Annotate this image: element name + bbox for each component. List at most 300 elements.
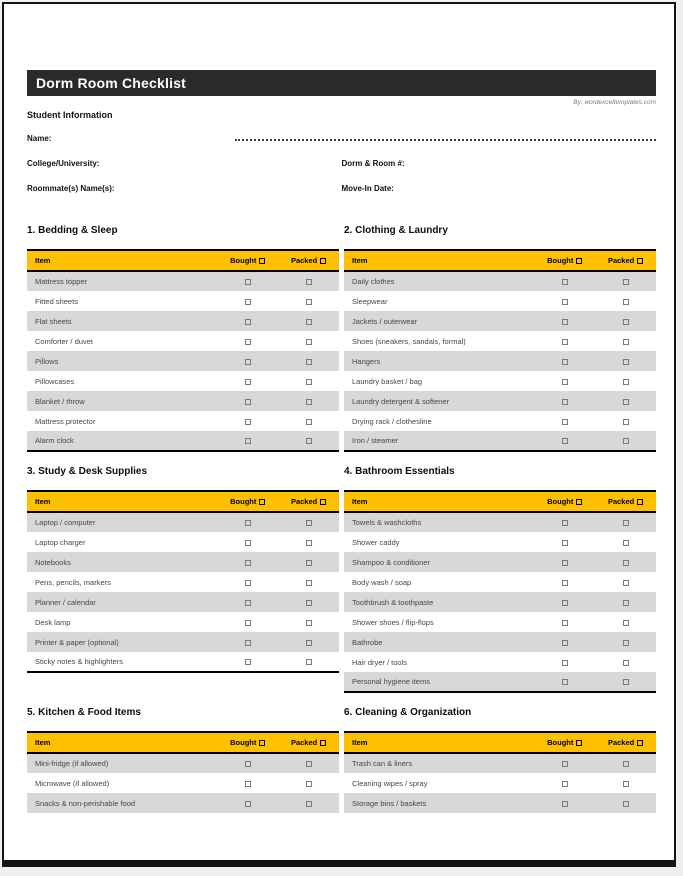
bought-cell <box>534 431 595 451</box>
table-row <box>344 291 656 311</box>
section-heading: 5. Kitchen & Food Items <box>27 707 141 718</box>
bought-checkbox[interactable] <box>562 339 568 345</box>
item-label: Pens, pencils, markers <box>35 577 111 587</box>
bought-checkbox[interactable] <box>245 419 251 425</box>
bought-checkbox[interactable] <box>245 640 251 646</box>
packed-checkbox[interactable] <box>623 679 629 685</box>
packed-checkbox[interactable] <box>623 359 629 365</box>
packed-cell <box>595 311 656 331</box>
packed-cell <box>595 672 656 692</box>
checklist-table <box>27 731 339 813</box>
packed-column-label: Packed <box>607 497 635 506</box>
bought-cell <box>217 793 278 813</box>
item-label: Cleaning wipes / spray <box>352 778 428 788</box>
section-heading: 4. Bathroom Essentials <box>344 466 455 477</box>
bought-cell <box>217 532 278 552</box>
packed-checkbox[interactable] <box>623 319 629 325</box>
bought-cell <box>217 291 278 311</box>
packed-checkbox[interactable] <box>306 339 312 345</box>
packed-cell <box>595 793 656 813</box>
table-row <box>344 773 656 793</box>
movein-label: Move-In Date: <box>341 184 394 193</box>
item-label: Laptop charger <box>35 537 86 547</box>
bought-cell <box>217 431 278 451</box>
packed-checkbox[interactable] <box>306 761 312 767</box>
bought-checkbox[interactable] <box>245 620 251 626</box>
bought-checkbox[interactable] <box>562 600 568 606</box>
checkbox-icon <box>576 499 582 505</box>
packed-checkbox[interactable] <box>306 438 312 444</box>
packed-cell <box>278 592 339 612</box>
item-label: Fitted sheets <box>35 296 78 306</box>
checklist-table <box>344 731 656 813</box>
packed-checkbox[interactable] <box>623 540 629 546</box>
checklist-table <box>27 490 339 673</box>
packed-cell <box>595 753 656 773</box>
item-column-header: Item <box>27 250 217 271</box>
bought-checkbox[interactable] <box>562 379 568 385</box>
table-row <box>344 552 656 572</box>
bought-checkbox[interactable] <box>245 600 251 606</box>
packed-cell <box>278 532 339 552</box>
bought-cell <box>534 371 595 391</box>
roommate-movein-row <box>27 184 656 193</box>
checkbox-icon <box>320 258 326 264</box>
item-label: Blanket / throw <box>35 396 85 406</box>
item-label: Sticky notes & highlighters <box>27 652 217 672</box>
bought-cell <box>217 753 278 773</box>
bought-cell <box>534 311 595 331</box>
packed-cell <box>278 552 339 572</box>
bought-checkbox[interactable] <box>562 801 568 807</box>
bought-checkbox[interactable] <box>562 620 568 626</box>
bought-checkbox[interactable] <box>562 580 568 586</box>
bought-column-label: Bought <box>547 256 574 265</box>
bought-checkbox[interactable] <box>245 359 251 365</box>
table-row <box>27 612 339 632</box>
table-row <box>27 351 339 371</box>
item-label: Shower caddy <box>352 537 400 547</box>
packed-cell <box>595 351 656 371</box>
packed-column-header <box>278 250 339 271</box>
packed-checkbox[interactable] <box>623 339 629 345</box>
item-label: Pillows <box>35 356 59 366</box>
bought-checkbox[interactable] <box>245 520 251 526</box>
packed-checkbox[interactable] <box>306 299 312 305</box>
item-label: Notebooks <box>35 557 71 567</box>
bought-cell <box>534 512 595 532</box>
packed-checkbox[interactable] <box>623 640 629 646</box>
table-row <box>27 512 339 532</box>
packed-cell <box>278 431 339 451</box>
section-4 <box>344 466 656 693</box>
bought-checkbox[interactable] <box>562 761 568 767</box>
packed-checkbox[interactable] <box>306 399 312 405</box>
bought-column-header <box>217 250 278 271</box>
item-label: Desk lamp <box>35 617 71 627</box>
table-row <box>27 271 339 291</box>
item-label: Body wash / soap <box>352 577 412 587</box>
bought-checkbox[interactable] <box>562 359 568 365</box>
packed-checkbox[interactable] <box>306 580 312 586</box>
item-column-header: Item <box>344 491 534 512</box>
checkbox-icon <box>637 740 643 746</box>
item-label: Mattress protector <box>35 416 96 426</box>
item-label: Storage bins / baskets <box>352 798 427 808</box>
bought-cell <box>217 512 278 532</box>
checkbox-icon <box>259 499 265 505</box>
bought-column-label: Bought <box>230 256 257 265</box>
table-row <box>344 793 656 813</box>
item-label: Microwave (if allowed) <box>35 778 110 788</box>
bought-column-label: Bought <box>230 497 257 506</box>
roommate-label: Roommate(s) Name(s): <box>27 184 115 193</box>
bought-cell <box>217 371 278 391</box>
bought-cell <box>534 391 595 411</box>
packed-column-header <box>595 491 656 512</box>
bought-column-label: Bought <box>230 738 257 747</box>
bought-column-label: Bought <box>547 738 574 747</box>
bought-checkbox[interactable] <box>245 659 251 665</box>
packed-checkbox[interactable] <box>306 520 312 526</box>
packed-checkbox[interactable] <box>623 560 629 566</box>
packed-cell <box>278 753 339 773</box>
packed-checkbox[interactable] <box>623 801 629 807</box>
table-row <box>27 773 339 793</box>
bought-checkbox[interactable] <box>245 339 251 345</box>
item-label: Drying rack / clothesline <box>352 416 432 426</box>
packed-checkbox[interactable] <box>623 781 629 787</box>
packed-checkbox[interactable] <box>306 540 312 546</box>
byline: By: wordexceltemplates.com <box>573 99 656 106</box>
packed-cell <box>595 271 656 291</box>
bought-checkbox[interactable] <box>245 438 251 444</box>
item-label: Jackets / outerwear <box>352 316 418 326</box>
packed-checkbox[interactable] <box>306 379 312 385</box>
checkbox-icon <box>259 740 265 746</box>
bought-column-header <box>534 732 595 753</box>
table-row <box>27 632 339 652</box>
item-label: Hangers <box>352 356 381 366</box>
bought-cell <box>217 592 278 612</box>
table-row <box>344 311 656 331</box>
packed-column-header <box>278 491 339 512</box>
bought-cell <box>534 291 595 311</box>
bought-checkbox[interactable] <box>245 279 251 285</box>
table-row <box>27 391 339 411</box>
bought-cell <box>217 311 278 331</box>
bought-cell <box>534 552 595 572</box>
bought-cell <box>534 612 595 632</box>
table-row <box>27 291 339 311</box>
item-label: Daily clothes <box>352 277 395 286</box>
checkbox-icon <box>637 499 643 505</box>
item-label: Snacks & non-perishable food <box>35 798 136 808</box>
section-heading: 6. Cleaning & Organization <box>344 707 472 718</box>
checkbox-icon <box>576 740 582 746</box>
packed-checkbox[interactable] <box>306 659 312 665</box>
checkbox-icon <box>320 740 326 746</box>
sections-grid <box>27 225 656 813</box>
bought-checkbox[interactable] <box>562 438 568 444</box>
bought-checkbox[interactable] <box>245 540 251 546</box>
bought-cell <box>534 632 595 652</box>
packed-column-label: Packed <box>290 738 318 747</box>
college-dorm-row <box>27 159 656 168</box>
item-label: Shoes (sneakers, sandals, formal) <box>352 336 466 346</box>
item-column-header: Item <box>344 732 534 753</box>
bought-checkbox[interactable] <box>245 560 251 566</box>
table-row <box>27 753 339 773</box>
section-heading: 3. Study & Desk Supplies <box>27 466 148 477</box>
checklist-table <box>27 249 339 452</box>
bought-checkbox[interactable] <box>562 319 568 325</box>
table-row <box>27 431 339 451</box>
item-label: Comforter / duvet <box>35 336 93 346</box>
bought-cell <box>217 632 278 652</box>
table-row <box>344 632 656 652</box>
item-label: Laptop / computer <box>35 518 96 527</box>
table-row <box>344 612 656 632</box>
item-label: Toothbrush & toothpaste <box>352 597 434 607</box>
packed-cell <box>278 632 339 652</box>
item-label: Alarm clock <box>27 431 217 451</box>
packed-checkbox[interactable] <box>623 419 629 425</box>
bought-checkbox[interactable] <box>562 781 568 787</box>
bought-cell <box>217 572 278 592</box>
packed-cell <box>595 331 656 351</box>
item-label: Mini-fridge (if allowed) <box>35 759 109 768</box>
section-5 <box>27 707 339 813</box>
packed-cell <box>278 512 339 532</box>
document-page <box>2 2 676 867</box>
bought-checkbox[interactable] <box>245 379 251 385</box>
packed-checkbox[interactable] <box>623 520 629 526</box>
packed-cell <box>278 331 339 351</box>
bought-cell <box>534 532 595 552</box>
packed-cell <box>595 371 656 391</box>
packed-column-label: Packed <box>290 256 318 265</box>
table-row <box>27 311 339 331</box>
table-row <box>344 431 656 451</box>
bought-cell <box>534 331 595 351</box>
table-row <box>344 411 656 431</box>
bought-cell <box>534 572 595 592</box>
packed-column-header <box>595 732 656 753</box>
student-info-heading: Student Information <box>27 110 113 120</box>
bought-cell <box>534 753 595 773</box>
packed-checkbox[interactable] <box>306 620 312 626</box>
packed-column-label: Packed <box>607 256 635 265</box>
bought-checkbox[interactable] <box>245 781 251 787</box>
packed-checkbox[interactable] <box>623 660 629 666</box>
bought-checkbox[interactable] <box>245 299 251 305</box>
item-label: Shower shoes / flip-flops <box>352 617 434 627</box>
item-label: Bathrobe <box>352 637 383 647</box>
bought-cell <box>534 773 595 793</box>
packed-cell <box>278 652 339 672</box>
packed-checkbox[interactable] <box>306 781 312 787</box>
packed-cell <box>595 572 656 592</box>
section-2 <box>344 225 656 452</box>
item-label: Personal hygiene items <box>344 672 534 692</box>
item-label: Sleepwear <box>352 296 388 306</box>
table-row <box>344 532 656 552</box>
table-row <box>27 371 339 391</box>
bought-cell <box>217 351 278 371</box>
bought-checkbox[interactable] <box>562 279 568 285</box>
packed-checkbox[interactable] <box>623 620 629 626</box>
bought-cell <box>534 652 595 672</box>
packed-checkbox[interactable] <box>306 419 312 425</box>
packed-cell <box>278 351 339 371</box>
packed-cell <box>595 532 656 552</box>
table-row <box>27 592 339 612</box>
bought-column-header <box>217 491 278 512</box>
item-label: Hair dryer / tools <box>352 657 408 667</box>
page-title: Dorm Room Checklist <box>36 75 187 91</box>
packed-checkbox[interactable] <box>306 640 312 646</box>
dorm-room-label: Dorm & Room #: <box>341 159 405 168</box>
table-row <box>27 652 339 672</box>
packed-checkbox[interactable] <box>623 279 629 285</box>
table-row <box>344 391 656 411</box>
packed-checkbox[interactable] <box>623 600 629 606</box>
packed-cell <box>595 773 656 793</box>
table-row <box>27 411 339 431</box>
bought-cell <box>217 612 278 632</box>
packed-checkbox[interactable] <box>306 560 312 566</box>
bought-checkbox[interactable] <box>562 520 568 526</box>
bought-checkbox[interactable] <box>562 419 568 425</box>
item-label: Laundry basket / bag <box>352 376 423 386</box>
bought-cell <box>217 331 278 351</box>
checklist-table <box>344 490 656 693</box>
packed-cell <box>595 291 656 311</box>
packed-checkbox[interactable] <box>623 438 629 444</box>
section-heading: 2. Clothing & Laundry <box>344 225 448 236</box>
packed-checkbox[interactable] <box>306 359 312 365</box>
packed-column-header <box>595 250 656 271</box>
packed-checkbox[interactable] <box>306 600 312 606</box>
bought-checkbox[interactable] <box>562 399 568 405</box>
table-row <box>344 572 656 592</box>
bought-cell <box>534 672 595 692</box>
packed-cell <box>595 411 656 431</box>
item-label: Towels & washcloths <box>352 518 422 527</box>
bought-cell <box>534 411 595 431</box>
packed-cell <box>278 391 339 411</box>
bought-cell <box>217 652 278 672</box>
packed-cell <box>278 291 339 311</box>
packed-cell <box>278 371 339 391</box>
item-label: Planner / calendar <box>35 597 96 607</box>
packed-cell <box>595 552 656 572</box>
item-label: Laundry detergent & softener <box>352 396 450 406</box>
table-row <box>344 652 656 672</box>
bought-cell <box>217 773 278 793</box>
packed-checkbox[interactable] <box>623 379 629 385</box>
item-label: Printer & paper (optional) <box>35 637 119 647</box>
table-row <box>344 331 656 351</box>
bought-checkbox[interactable] <box>562 640 568 646</box>
table-row <box>27 572 339 592</box>
bought-checkbox[interactable] <box>245 319 251 325</box>
table-row <box>344 271 656 291</box>
table-row <box>344 753 656 773</box>
name-label: Name: <box>27 134 52 143</box>
packed-cell <box>278 773 339 793</box>
bought-checkbox[interactable] <box>245 801 251 807</box>
bought-column-header <box>534 491 595 512</box>
bought-checkbox[interactable] <box>245 580 251 586</box>
bought-checkbox[interactable] <box>562 540 568 546</box>
item-column-header: Item <box>344 250 534 271</box>
table-row <box>27 552 339 572</box>
bought-checkbox[interactable] <box>245 399 251 405</box>
bought-column-header <box>217 732 278 753</box>
section-6 <box>344 707 656 813</box>
bought-cell <box>217 411 278 431</box>
packed-cell <box>595 632 656 652</box>
bought-checkbox[interactable] <box>245 761 251 767</box>
bought-cell <box>534 351 595 371</box>
packed-column-label: Packed <box>290 497 318 506</box>
item-label: Pillowcases <box>35 376 75 386</box>
packed-cell <box>278 411 339 431</box>
packed-checkbox[interactable] <box>623 580 629 586</box>
section-3 <box>27 466 339 693</box>
checklist-table <box>344 249 656 452</box>
packed-cell <box>278 572 339 592</box>
packed-cell <box>595 592 656 612</box>
bought-checkbox[interactable] <box>562 560 568 566</box>
packed-cell <box>278 311 339 331</box>
name-input-line[interactable] <box>235 134 656 141</box>
item-label: Shampoo & conditioner <box>352 557 430 567</box>
packed-cell <box>595 431 656 451</box>
name-field-row <box>27 134 656 143</box>
item-label: Iron / steamer <box>344 431 534 451</box>
item-label: Mattress topper <box>35 277 88 286</box>
packed-cell <box>595 652 656 672</box>
packed-checkbox[interactable] <box>623 761 629 767</box>
bought-checkbox[interactable] <box>562 299 568 305</box>
packed-checkbox[interactable] <box>623 299 629 305</box>
item-label: Flat sheets <box>35 316 72 326</box>
packed-checkbox[interactable] <box>623 399 629 405</box>
checkbox-icon <box>320 499 326 505</box>
bought-cell <box>217 271 278 291</box>
packed-checkbox[interactable] <box>306 319 312 325</box>
section-1 <box>27 225 339 452</box>
packed-checkbox[interactable] <box>306 279 312 285</box>
bought-checkbox[interactable] <box>562 679 568 685</box>
table-row <box>27 532 339 552</box>
bought-column-label: Bought <box>547 497 574 506</box>
checkbox-icon <box>637 258 643 264</box>
table-row <box>344 512 656 532</box>
college-label: College/University: <box>27 159 100 168</box>
title-bar <box>27 70 656 96</box>
bought-column-header <box>534 250 595 271</box>
bought-cell <box>534 793 595 813</box>
checkbox-icon <box>259 258 265 264</box>
packed-checkbox[interactable] <box>306 801 312 807</box>
bought-checkbox[interactable] <box>562 660 568 666</box>
bought-cell <box>534 271 595 291</box>
item-column-header: Item <box>27 491 217 512</box>
